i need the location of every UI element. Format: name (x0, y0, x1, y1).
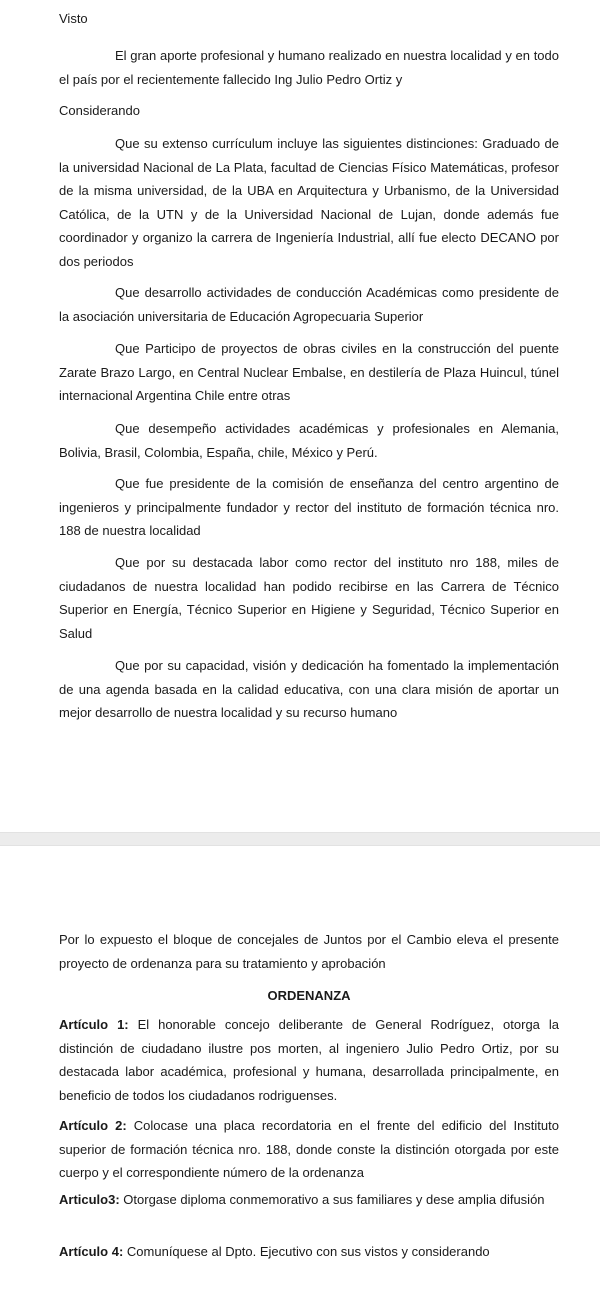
article-2 (59, 1114, 559, 1185)
article-3-label: Articulo3: (59, 1192, 120, 1207)
considerando-heading: Considerando (59, 103, 140, 118)
article-4-text: Comuníquese al Dpto. Ejecutivo con sus vistos y considerando (123, 1244, 490, 1259)
considerando-paragraph-5: Que fue presidente de la comisión de enseñanza del centro argentino de ingenieros y principalmente fundador y rector del instituto de formación técnica nro. 188 de nuestra localidad (59, 476, 559, 539)
visto-heading: Visto (59, 11, 88, 26)
article-1-text: El honorable concejo deliberante de General Rodríguez, otorga la distinción de ciudadano ilustre pos morten, al ingeniero Julio Pedro Ortiz, por su destacada labor académica, profesional y humana, desarrollada principalmente, en beneficio de todos los ciudadanos rodriguenses. (59, 1017, 559, 1103)
considerando-paragraph-3: Que Participo de proyectos de obras civiles en la construcción del puente Zarate Brazo Largo, en Central Nuclear Embalse, en destilería de Plaza Huincul, túnel internacional Argentina Chile entre otras (59, 341, 559, 404)
article-2-label: Artículo 2: (59, 1118, 127, 1133)
article-1 (59, 1013, 559, 1107)
page-separator (0, 832, 600, 846)
considerando-paragraph-1: Que su extenso currículum incluye las siguientes distinciones: Graduado de la universidad Nacional de La Plata, facultad de Ciencias Físico Matemáticas, profesor de la misma universidad, de la UBA en Arquitectura y Urbanismo, de la Universidad Católica, de la UTN y de la Universidad Nacional de Lujan, donde además fue coordinador y organizo la carrera de Ingeniería Industrial, allí fue electo DECANO por dos periodos (59, 136, 559, 269)
article-4-label: Artículo 4: (59, 1244, 124, 1259)
intro-paragraph: Por lo expuesto el bloque de concejales de Juntos por el Cambio eleva el presente proyecto de ordenanza para su tratamiento y aprobación (59, 932, 559, 971)
visto-paragraph: El gran aporte profesional y humano realizado en nuestra localidad y en todo el país por el recientemente fallecido Ing Julio Pedro Ortiz y (59, 48, 559, 87)
article-3 (59, 1188, 559, 1212)
article-2-text: Colocase una placa recordatoria en el frente del edificio del Instituto superior de formación técnica nro. 188, donde conste la distinción otorgada por este cuerpo y el correspondiente número de la ordenanza (59, 1118, 559, 1181)
article-3-text: Otorgase diploma conmemorativo a sus familiares y dese amplia difusión (119, 1192, 545, 1207)
considerando-paragraph-7: Que por su capacidad, visión y dedicación ha fomentado la implementación de una agenda basada en la calidad educativa, con una clara misión de aportar un mejor desarrollo de nuestra localidad y su recurso humano (59, 658, 559, 721)
article-1-label: Artículo 1: (59, 1017, 129, 1032)
article-4 (59, 1240, 559, 1264)
considerando-paragraph-4: Que desempeño actividades académicas y profesionales en Alemania, Bolivia, Brasil, Colombia, España, chile, México y Perú. (59, 421, 559, 460)
considerando-paragraph-6: Que por su destacada labor como rector del instituto nro 188, miles de ciudadanos de nuestra localidad han podido recibirse en las Carrera de Técnico Superior en Energía, Técnico Superior en Higiene y Seguridad, Técnico Superior en Salud (59, 555, 559, 641)
document-page-2 (0, 846, 600, 1290)
ordenanza-title: ORDENANZA (267, 988, 351, 1003)
considerando-paragraph-2: Que desarrollo actividades de conducción Académicas como presidente de la asociación universitaria de Educación Agropecuaria Superior (59, 285, 559, 324)
